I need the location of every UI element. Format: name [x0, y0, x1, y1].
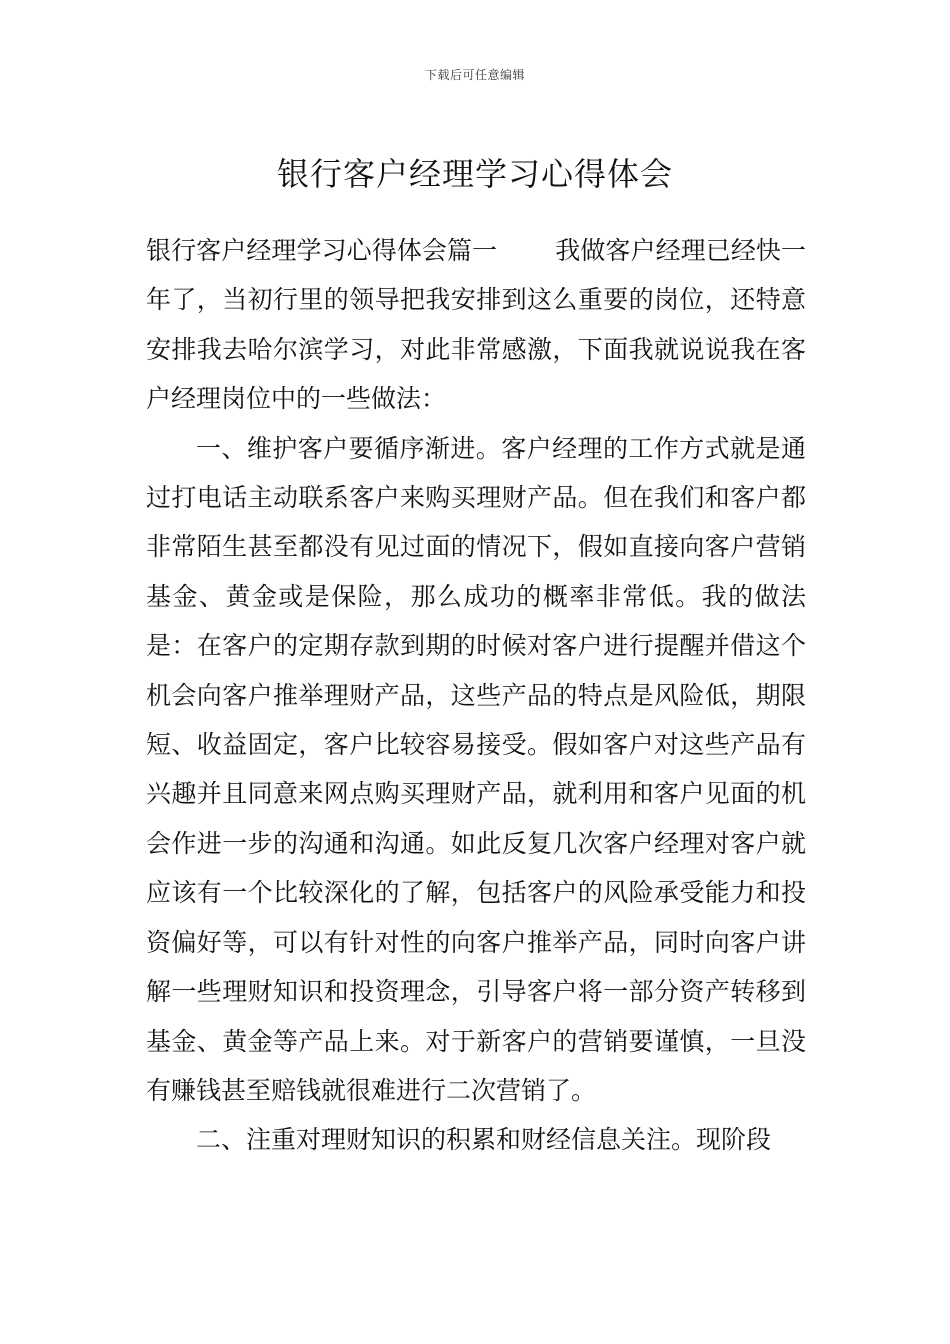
page-header: 下载后可任意编辑: [424, 68, 525, 82]
intro-paragraph: [146, 226, 806, 424]
intro-text: 我做客户经理已经快一年了，当初行里的领导把我安排到这么重要的岗位，还特意安排我去哈尔滨学习，对此非常感激，下面我就说说我在客户经理岗位中的一些做法：: [146, 236, 806, 414]
paragraph-section-2: 二、注重对理财知识的积累和财经信息关注。现阶段: [196, 1125, 772, 1155]
paragraph-section-1: 一、维护客户要循序渐进。客户经理的工作方式就是通过打电话主动联系客户来购买理财产品。但在我们和客户都非常陌生甚至都没有见过面的情况下，假如直接向客户营销基金、黄金或是保险，那么成功的概率非常低。我的做法是：在客户的定期存款到期的时候对客户进行提醒并借这个机会向客户推举理财产品，这些产品的特点是风险低，期限短、收益固定，客户比较容易接受。假如客户对这些产品有兴趣并且同意来网点购买理财产品，就利用和客户见面的机会作进一步的沟通和沟通。如此反复几次客户经理对客户就应该有一个比较深化的了解，包括客户的风险承受能力和投资偏好等，可以有针对性的向客户推举产品，同时向客户讲解一些理财知识和投资理念，引导客户将一部分资产转移到基金、黄金等产品上来。对于新客户的营销要谨慎，一旦没有赚钱甚至赔钱就很难进行二次营销了。: [146, 433, 806, 1105]
document-body: [146, 226, 806, 1165]
document-title: 银行客户经理学习心得体会: [276, 155, 673, 194]
intro-heading: 银行客户经理学习心得体会篇一: [146, 236, 498, 265]
